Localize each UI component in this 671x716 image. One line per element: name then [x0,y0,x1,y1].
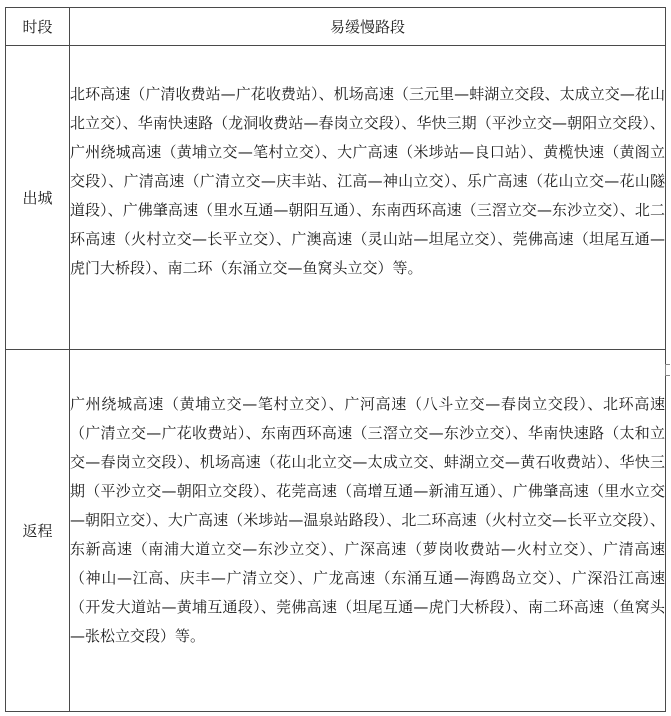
table-header-row [6,8,666,46]
edge-bracket-mark [665,364,670,376]
slow-roads-table [5,7,666,712]
roads-return: 广州绕城高速（黄埔立交—笔村立交）、广河高速（八斗立交—春岗立交段）、北环高速（广清立交—广花收费站）、东南西环高速（三滘立交—东沙立交）、华南快速路（太和立交—春岗立交段）、机场高速（花山北立交—太成立交、蚌湖立交—黄石收费站）、华快三期（平沙立交—朝阳立交段）、花莞高速（高增互通—新浦互通）、广佛肇高速（里水立交—朝阳立交）、大广高速（米埗站—温泉站路段）、北二环高速（火村立交—长平立交段）、东新高速（南浦大道立交—东沙立交）、广深高速（萝岗收费站—火村立交）、广清高速（神山—江高、庆丰—广清立交）、广龙高速（东涌互通—海鸥岛立交）、广深沿江高速（开发大道站—黄埔互通段）、莞佛高速（坦尾互通—虎门大桥段）、南二环高速（鱼窝头—张松立交段）等。 [70,350,666,712]
header-slow-roads: 易缓慢路段 [70,8,666,46]
table-row-outbound [6,46,666,350]
period-outbound: 出城 [6,46,70,350]
roads-outbound: 北环高速（广清收费站—广花收费站）、机场高速（三元里—蚌湖立交段、太成立交—花山北立交）、华南快速路（龙洞收费站—春岗立交段）、华快三期（平沙立交—朝阳立交段）、广州绕城高速（黄埔立交—笔村立交）、大广高速（米埗站—良口站）、黄榄快速（黄阁立交段）、广清高速（广清立交—庆丰站、江高—神山立交）、乐广高速（花山立交—花山隧道段）、广佛肇高速（里水互通—朝阳互通）、东南西环高速（三滘立交—东沙立交）、北二环高速（火村立交—长平立交）、广澳高速（灵山站—坦尾立交）、莞佛高速（坦尾互通—虎门大桥段）、南二环（东涌立交—鱼窝头立交）等。 [70,46,666,350]
period-return: 返程 [6,350,70,712]
header-period: 时段 [6,8,70,46]
table-row-return [6,350,666,712]
